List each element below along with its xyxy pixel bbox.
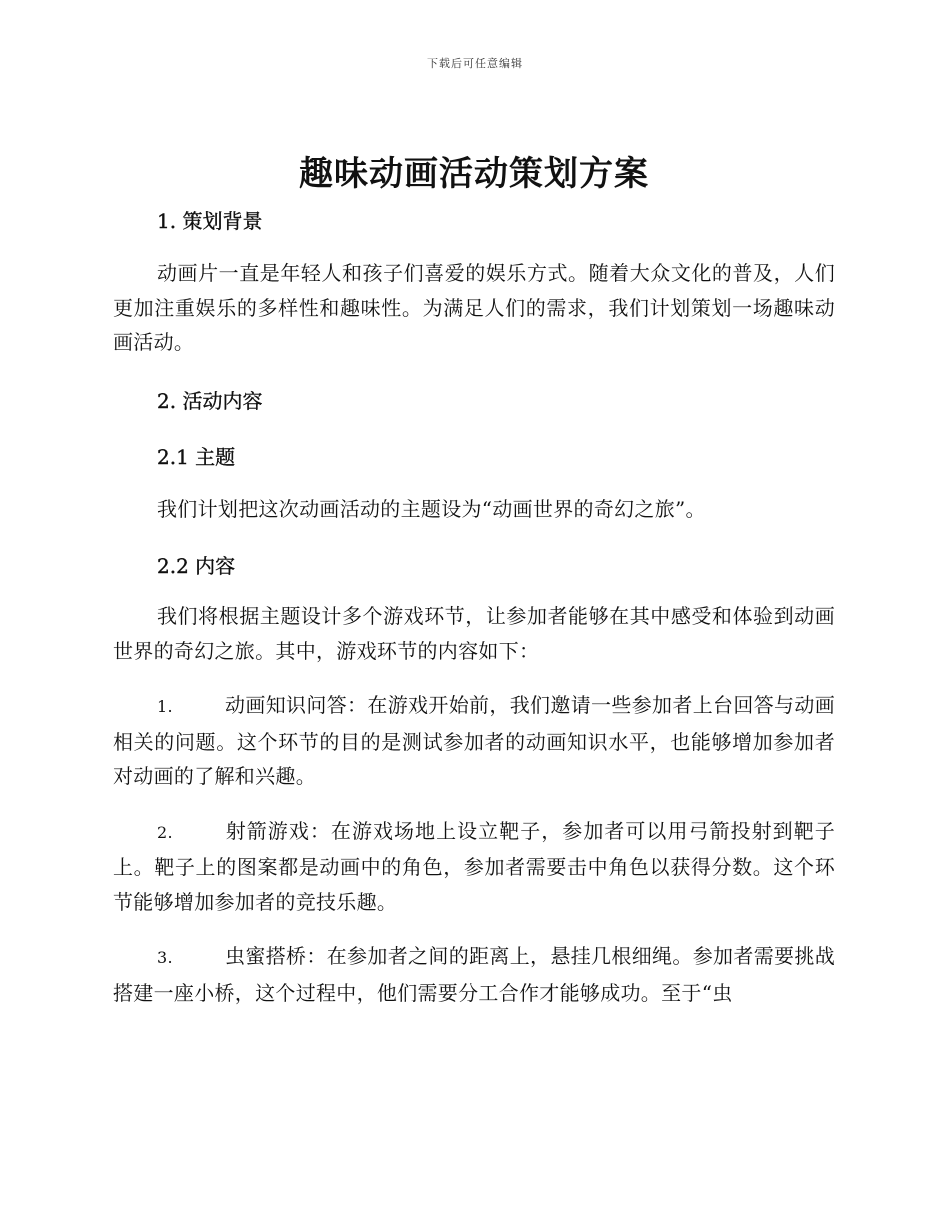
list-item [113, 688, 835, 794]
list-item-number: 1. [157, 697, 173, 716]
list-item-number: 3. [157, 948, 173, 967]
document-body [113, 152, 835, 1010]
document-title: 趣味动画活动策划方案 [299, 154, 649, 194]
section-heading-background: 1. 策划背景 [157, 209, 263, 233]
subsection-paragraph-theme: 我们计划把这次动画活动的主题设为“动画世界的奇幻之旅”。 [157, 496, 706, 521]
subsection-heading-theme: 2.1 主题 [157, 444, 236, 469]
list-item [113, 939, 835, 1010]
section-heading-content: 2. 活动内容 [157, 388, 263, 413]
page-header-note: 下载后可任意编辑 [427, 57, 523, 70]
subsection-heading-content: 2.2 内容 [157, 554, 236, 578]
list-item-number: 2. [157, 822, 173, 842]
list-item-text: 虫蜜搭桥：在参加者之间的距离上，悬挂几根细绳。参加者需要挑战搭建一座小桥，这个过程中，他们需要分工合作才能够成功。至于“虫 [113, 944, 835, 1005]
list-item [113, 814, 835, 920]
section-paragraph-background: 动画片一直是年轻人和孩子们喜爱的娱乐方式。随着大众文化的普及，人们更加注重娱乐的多样性和趣味性。为满足人们的需求，我们计划策划一场趣味动画活动。 [113, 261, 835, 354]
list-item-text: 动画知识问答：在游戏开始前，我们邀请一些参加者上台回答与动画相关的问题。这个环节的目的是测试参加者的动画知识水平，也能够增加参加者对动画的了解和兴趣。 [113, 693, 835, 788]
list-item-text: 射箭游戏：在游戏场地上设立靶子，参加者可以用弓箭投射到靶子上。靶子上的图案都是动画中的角色，参加者需要击中角色以获得分数。这个环节能够增加参加者的竞技乐趣。 [113, 818, 835, 914]
subsection-paragraph-content: 我们将根据主题设计多个游戏环节，让参加者能够在其中感受和体验到动画世界的奇幻之旅。其中，游戏环节的内容如下： [113, 604, 835, 663]
